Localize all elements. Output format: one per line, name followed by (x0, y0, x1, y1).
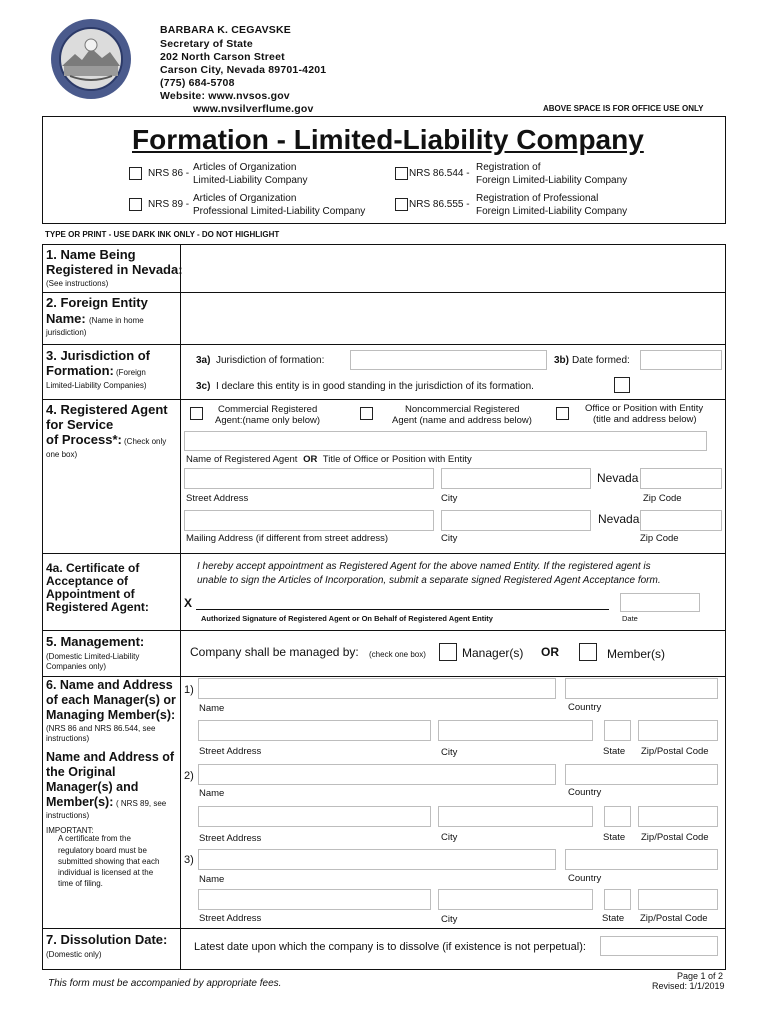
person1-zip-input[interactable] (638, 720, 718, 741)
s5-note1: (Domestic Limited-Liability (46, 652, 140, 661)
nrs86555-checkbox[interactable] (395, 198, 408, 211)
s4a-label-line1: 4a. Certificate of (46, 561, 140, 575)
address-city: Carson City, Nevada 89701-4201 (160, 64, 327, 76)
person1-city-label: City (441, 747, 458, 758)
mailing-city-label: City (441, 533, 458, 544)
s4a-label-line2: Acceptance of (46, 574, 129, 588)
noncommercial-agent-line1: Noncommercial Registered (405, 404, 520, 415)
label-column-divider (180, 244, 181, 970)
s4a-label-line4: Registered Agent: (46, 600, 149, 614)
agent-name-label (186, 455, 472, 466)
manager-label: Manager(s) (462, 646, 524, 660)
s4-note-inline: (Check only (124, 437, 167, 446)
s6-label-line2: of each Manager(s) or (46, 693, 176, 707)
s2-note-inline: (Name in home (89, 316, 144, 325)
noncommercial-agent-line2: Agent (name and address below) (392, 415, 532, 426)
website-1: Website: www.nvsos.gov (160, 90, 290, 102)
nrs86-line1: Articles of Organization (193, 162, 297, 173)
important-heading: IMPORTANT: (46, 826, 94, 835)
person1-name-label: Name (199, 703, 225, 714)
agent-name-input[interactable] (184, 431, 707, 451)
s6-original-note-inline: ( NRS 89, see (116, 799, 167, 808)
office-position-checkbox[interactable] (556, 407, 569, 420)
nrs89-code: NRS 89 - (148, 199, 190, 210)
ink-instruction: TYPE OR PRINT - USE DARK INK ONLY - DO NOT HIGHLIGHT (45, 230, 280, 239)
member-label: Member(s) (607, 647, 666, 661)
important-line2: regulatory board must be (58, 846, 147, 855)
nrs86-line2: Limited-Liability Company (193, 175, 308, 186)
s5-note2: Companies only) (46, 662, 107, 671)
state-seal-icon (50, 18, 132, 100)
row-divider (42, 676, 726, 677)
address-street: 202 North Carson Street (160, 51, 285, 63)
s2-label-line1: 2. Foreign Entity (46, 295, 148, 310)
person2-street-input[interactable] (198, 806, 431, 827)
nrs86555-line2: Foreign Limited-Liability Company (476, 206, 628, 217)
s2-label-line2: Name: (46, 311, 86, 326)
agent-name-label-a: Name of Registered Agent (186, 454, 298, 465)
person3-city-input[interactable] (438, 889, 593, 910)
signature-line[interactable] (196, 609, 609, 610)
s1-label-line2: Registered in Nevada: (46, 262, 183, 277)
nrs86555-code: NRS 86.555 - (409, 199, 470, 210)
office-position-line2: (title and address below) (593, 414, 697, 425)
nrs86555-line1: Registration of Professional (476, 193, 599, 204)
s5-label: 5. Management: (46, 634, 145, 649)
person3-name-input[interactable] (198, 849, 556, 870)
commercial-agent-line2: Agent:(name only below) (215, 415, 321, 426)
date-formed-input[interactable] (640, 350, 722, 370)
s6-original-line1: Name and Address of (46, 750, 175, 764)
zip-label: Zip Code (643, 493, 682, 504)
s6-original-note: instructions) (46, 811, 90, 820)
row-divider (42, 399, 726, 400)
person3-number: 3) (184, 854, 194, 866)
dissolution-text: Latest date upon which the company is to dissolve (if existence is not perpetual): (194, 941, 586, 953)
s3a-number: 3a) (196, 355, 211, 366)
person3-country-input[interactable] (565, 849, 718, 870)
s6-note2: instructions) (46, 734, 90, 743)
s6-original-line2: the Original (46, 765, 116, 779)
agent-zip-input[interactable] (640, 468, 722, 489)
or-label: OR (541, 645, 559, 659)
person2-name-input[interactable] (198, 764, 556, 785)
agent-street-input[interactable] (184, 468, 434, 489)
s2-note: jurisdiction) (46, 328, 87, 337)
s3c-label: I declare this entity is in good standing in the jurisdiction of its formation. (216, 381, 534, 392)
person2-zip-input[interactable] (638, 806, 718, 827)
s4-label-line2: for Service (46, 417, 114, 432)
s6-label-line1: 6. Name and Address (46, 678, 173, 692)
s7-note: (Domestic only) (46, 950, 102, 959)
signature-x-mark: X (184, 596, 193, 610)
agent-name-label-b: Title of Office or Position with Entity (322, 454, 472, 465)
s4-note: one box) (46, 450, 78, 459)
person2-country-input[interactable] (565, 764, 718, 785)
s3-label-line1: 3. Jurisdiction of (46, 348, 151, 363)
person1-country-input[interactable] (565, 678, 718, 699)
s3a-label: Jurisdiction of formation: (216, 355, 325, 366)
member-checkbox[interactable] (579, 643, 597, 661)
s6-original-line4: Member(s): (46, 795, 114, 809)
nrs86544-checkbox[interactable] (395, 167, 408, 180)
row-divider (42, 553, 726, 554)
person3-zip-input[interactable] (638, 889, 718, 910)
form-title: Formation - Limited-Liability Company (132, 124, 644, 155)
s3b-label: Date formed: (572, 355, 630, 366)
acceptance-text-line1: I hereby accept appointment as Registered Agent for the above named Entity. If the registered agent is (197, 561, 651, 572)
office-position-line1: Office or Position with Entity (585, 403, 704, 414)
s4-label-line1: 4. Registered Agent (46, 402, 168, 417)
nrs89-line1: Articles of Organization (193, 193, 297, 204)
row-divider (42, 292, 726, 293)
manager-checkbox[interactable] (439, 643, 457, 661)
mailing-zip-input[interactable] (640, 510, 722, 531)
person1-street-input[interactable] (198, 720, 431, 741)
person2-city-label: City (441, 832, 458, 843)
nrs86544-line2: Foreign Limited-Liability Company (476, 175, 628, 186)
agent-name-label-or: OR (303, 454, 318, 465)
page-number: Page 1 of 2 (677, 971, 724, 981)
s3c-number: 3c) (196, 381, 211, 392)
nrs86-checkbox[interactable] (129, 167, 142, 180)
date-label: Date (622, 614, 638, 623)
person3-country-label: Country (568, 873, 602, 884)
person2-state-label: State (603, 832, 626, 843)
s3-note: Limited-Liability Companies) (46, 381, 147, 390)
s6-label-line3: Managing Member(s): (46, 708, 176, 722)
check-one-note: (check one box) (369, 650, 426, 659)
row-divider (42, 344, 726, 345)
person3-state-label: State (602, 913, 625, 924)
nrs89-checkbox[interactable] (129, 198, 142, 211)
important-line1: A certificate from the (58, 834, 131, 843)
row-divider (42, 928, 726, 929)
person3-name-label: Name (199, 874, 225, 885)
person3-street-label: Street Address (199, 913, 262, 924)
phone-number: (775) 684-5708 (160, 77, 235, 89)
s3-note-inline: (Foreign (116, 368, 146, 377)
dissolution-date-input[interactable] (600, 936, 718, 956)
nrs86-code: NRS 86 - (148, 168, 190, 179)
acceptance-text-line2: unable to sign the Articles of Incorporation, submit a separate signed Registered Agent Acceptance form. (197, 575, 661, 586)
signature-label: Authorized Signature of Registered Agent or On Behalf of Registered Agent Entity (201, 614, 493, 623)
agent-state-nevada: Nevada (597, 471, 639, 485)
person1-state-label: State (603, 746, 626, 757)
row-divider (42, 630, 726, 631)
person1-state-input[interactable] (604, 720, 631, 741)
noncommercial-agent-checkbox[interactable] (360, 407, 373, 420)
s7-label: 7. Dissolution Date: (46, 932, 168, 947)
nrs86544-line1: Registration of (476, 162, 541, 173)
person1-city-input[interactable] (438, 720, 593, 741)
agent-signature-date-input[interactable] (620, 593, 700, 612)
person3-street-input[interactable] (198, 889, 431, 910)
person3-zip-label: Zip/Postal Code (640, 913, 708, 924)
commercial-agent-checkbox[interactable] (190, 407, 203, 420)
person2-state-input[interactable] (604, 806, 631, 827)
person2-country-label: Country (568, 787, 602, 798)
s4a-label-line3: Appointment of (46, 587, 135, 601)
office-use-note: ABOVE SPACE IS FOR OFFICE USE ONLY (543, 104, 704, 113)
important-line4: individual is licensed at the (58, 868, 154, 877)
mailing-zip-label: Zip Code (640, 533, 679, 544)
fees-notice: This form must be accompanied by appropriate fees. (48, 978, 282, 989)
person2-zip-label: Zip/Postal Code (641, 832, 709, 843)
person1-zip-label: Zip/Postal Code (641, 746, 709, 757)
secretary-name: BARBARA K. CEGAVSKE (160, 24, 291, 36)
mailing-city-input[interactable] (441, 510, 591, 531)
nrs89-line2: Professional Limited-Liability Company (193, 206, 366, 217)
nrs86544-code: NRS 86.544 - (409, 168, 470, 179)
person2-number: 2) (184, 770, 194, 782)
person3-city-label: City (441, 914, 458, 925)
mailing-address-label: Mailing Address (if different from street address) (186, 533, 389, 544)
city-label: City (441, 493, 458, 504)
s6-original-line3: Manager(s) and (46, 780, 139, 794)
mailing-street-input[interactable] (184, 510, 434, 531)
s1-note: (See instructions) (46, 279, 109, 288)
jurisdiction-input[interactable] (350, 350, 547, 370)
s1-label-line1: 1. Name Being (46, 247, 136, 262)
s3b-number: 3b) (554, 355, 569, 366)
street-address-label: Street Address (186, 493, 249, 504)
managed-by-label: Company shall be managed by: (190, 645, 359, 659)
person1-number: 1) (184, 684, 194, 696)
entity-name-input[interactable] (184, 248, 722, 288)
person2-name-label: Name (199, 788, 225, 799)
website-2: www.nvsilverflume.gov (193, 103, 314, 115)
s4-label-line3: of Process*: (46, 432, 122, 447)
person1-country-label: Country (568, 702, 602, 713)
person2-street-label: Street Address (199, 833, 262, 844)
important-line3: submitted showing that each (58, 857, 160, 866)
agent-city-input[interactable] (441, 468, 591, 489)
commercial-agent-line1: Commercial Registered (218, 404, 318, 415)
important-line5: time of filing. (58, 879, 103, 888)
revised-date: Revised: 1/1/2019 (652, 981, 725, 991)
person1-street-label: Street Address (199, 746, 262, 757)
good-standing-checkbox[interactable] (614, 377, 630, 393)
foreign-entity-name-input[interactable] (184, 297, 722, 340)
mailing-state-nevada: Nevada (598, 512, 640, 526)
secretary-title: Secretary of State (160, 38, 253, 50)
person1-name-input[interactable] (198, 678, 556, 699)
s3-label-line2: Formation: (46, 363, 114, 378)
person3-state-input[interactable] (604, 889, 631, 910)
s6-note1: (NRS 86 and NRS 86.544, see (46, 724, 156, 733)
person2-city-input[interactable] (438, 806, 593, 827)
